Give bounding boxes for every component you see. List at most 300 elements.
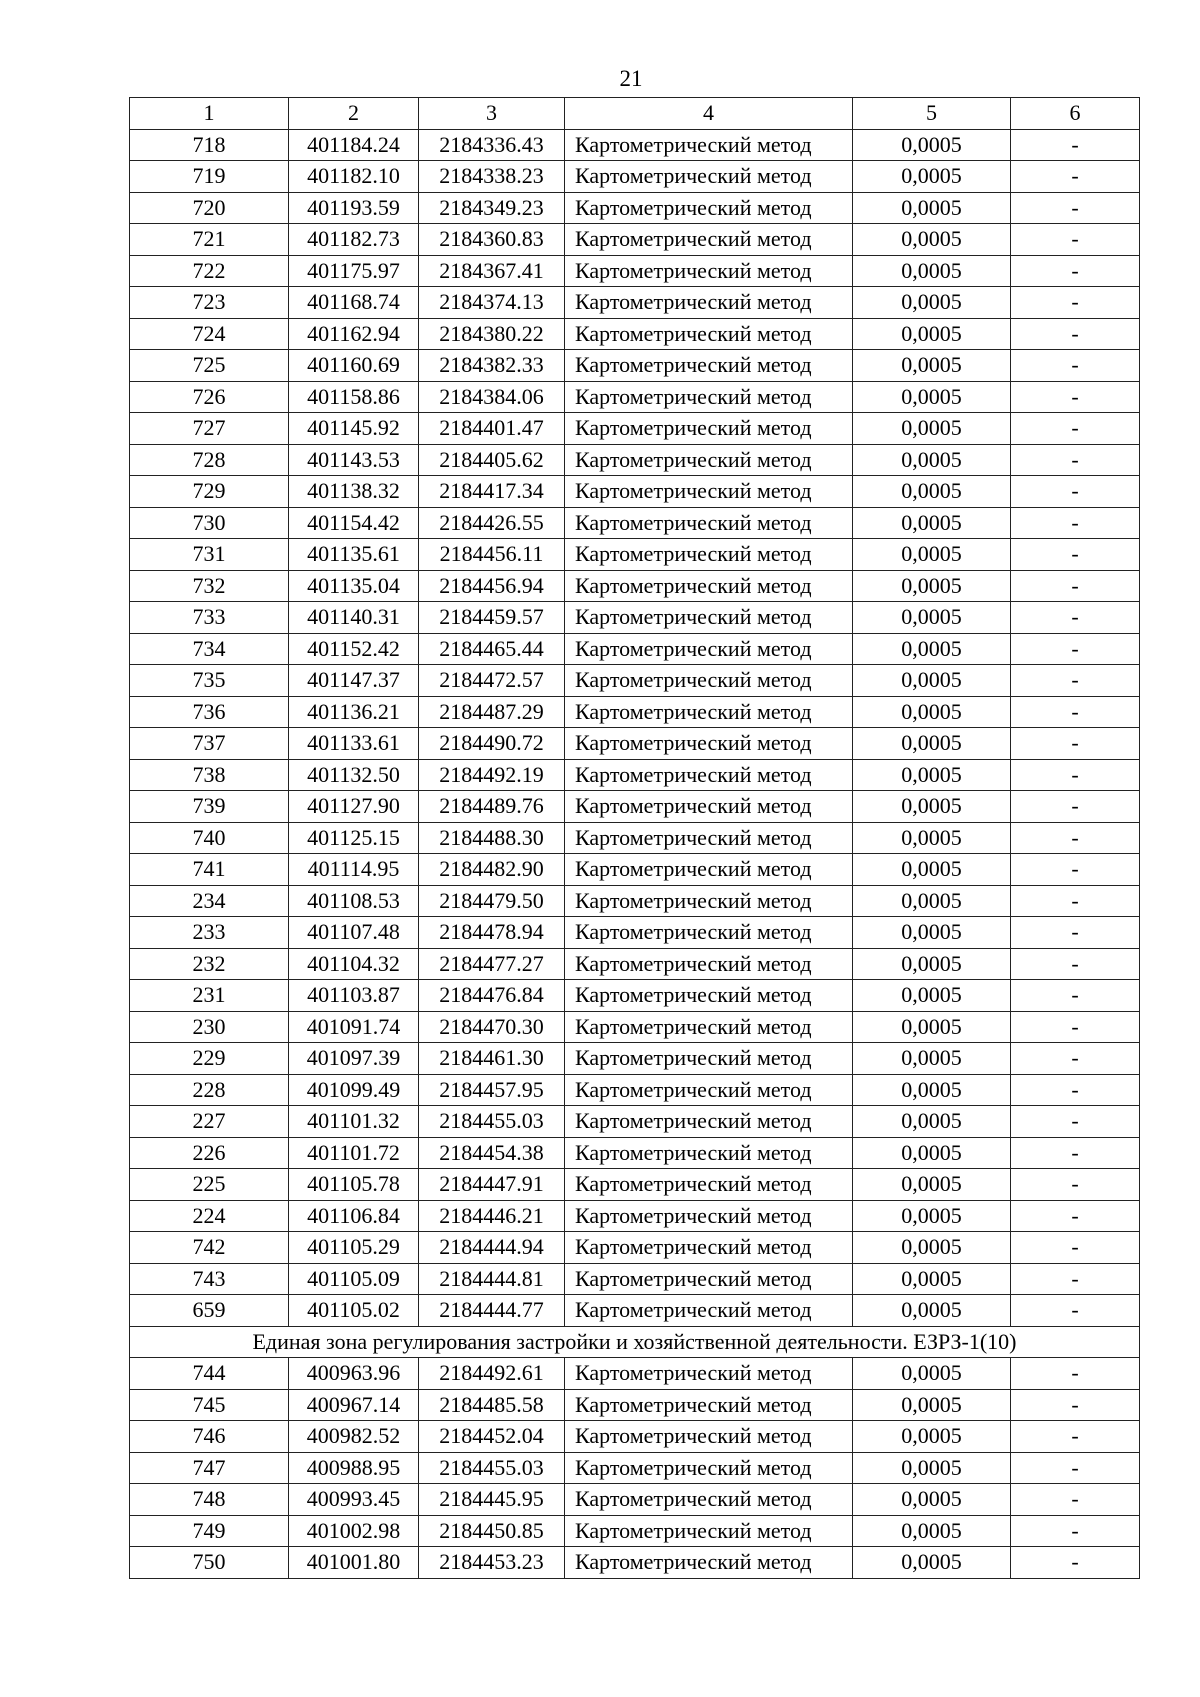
method-cell: Картометрический метод: [565, 602, 853, 634]
x-coordinate-cell: 401132.50: [289, 759, 419, 791]
table-row: [130, 1515, 1140, 1547]
note-cell: -: [1011, 759, 1140, 791]
point-number-cell: 721: [130, 224, 289, 256]
method-cell: Картометрический метод: [565, 224, 853, 256]
point-number-cell: 747: [130, 1452, 289, 1484]
y-coordinate-cell: 2184490.72: [419, 728, 565, 760]
table-row: [130, 1169, 1140, 1201]
note-cell: -: [1011, 1263, 1140, 1295]
y-coordinate-cell: 2184450.85: [419, 1515, 565, 1547]
table-row: [130, 665, 1140, 697]
accuracy-cell: 0,0005: [853, 948, 1011, 980]
accuracy-cell: 0,0005: [853, 1074, 1011, 1106]
y-coordinate-cell: 2184445.95: [419, 1484, 565, 1516]
point-number-cell: 742: [130, 1232, 289, 1264]
accuracy-cell: 0,0005: [853, 287, 1011, 319]
x-coordinate-cell: 401105.29: [289, 1232, 419, 1264]
y-coordinate-cell: 2184485.58: [419, 1389, 565, 1421]
table-row: [130, 1452, 1140, 1484]
table-row: [130, 1106, 1140, 1138]
x-coordinate-cell: 401103.87: [289, 980, 419, 1012]
accuracy-cell: 0,0005: [853, 129, 1011, 161]
x-coordinate-cell: 401143.53: [289, 444, 419, 476]
note-cell: -: [1011, 318, 1140, 350]
note-cell: -: [1011, 1484, 1140, 1516]
table-row: [130, 1263, 1140, 1295]
y-coordinate-cell: 2184477.27: [419, 948, 565, 980]
method-cell: Картометрический метод: [565, 476, 853, 508]
note-cell: -: [1011, 854, 1140, 886]
x-coordinate-cell: 401135.04: [289, 570, 419, 602]
method-cell: Картометрический метод: [565, 1389, 853, 1421]
y-coordinate-cell: 2184453.23: [419, 1547, 565, 1579]
note-cell: -: [1011, 413, 1140, 445]
method-cell: Картометрический метод: [565, 1200, 853, 1232]
x-coordinate-cell: 401105.78: [289, 1169, 419, 1201]
accuracy-cell: 0,0005: [853, 318, 1011, 350]
point-number-cell: 744: [130, 1358, 289, 1390]
note-cell: -: [1011, 1137, 1140, 1169]
method-cell: Картометрический метод: [565, 633, 853, 665]
coordinates-table: [129, 97, 1140, 1579]
x-coordinate-cell: 401107.48: [289, 917, 419, 949]
method-cell: Картометрический метод: [565, 192, 853, 224]
x-coordinate-cell: 401099.49: [289, 1074, 419, 1106]
x-coordinate-cell: 401184.24: [289, 129, 419, 161]
section-heading-row: [130, 1326, 1140, 1358]
accuracy-cell: 0,0005: [853, 255, 1011, 287]
x-coordinate-cell: 401001.80: [289, 1547, 419, 1579]
point-number-cell: 739: [130, 791, 289, 823]
x-coordinate-cell: 401145.92: [289, 413, 419, 445]
point-number-cell: 737: [130, 728, 289, 760]
y-coordinate-cell: 2184452.04: [419, 1421, 565, 1453]
accuracy-cell: 0,0005: [853, 1421, 1011, 1453]
point-number-cell: 230: [130, 1011, 289, 1043]
accuracy-cell: 0,0005: [853, 192, 1011, 224]
point-number-cell: 722: [130, 255, 289, 287]
table-row: [130, 1295, 1140, 1327]
y-coordinate-cell: 2184488.30: [419, 822, 565, 854]
point-number-cell: 732: [130, 570, 289, 602]
table-row: [130, 287, 1140, 319]
y-coordinate-cell: 2184382.33: [419, 350, 565, 382]
column-header: 5: [853, 98, 1011, 130]
y-coordinate-cell: 2184472.57: [419, 665, 565, 697]
method-cell: Картометрический метод: [565, 1484, 853, 1516]
y-coordinate-cell: 2184461.30: [419, 1043, 565, 1075]
note-cell: -: [1011, 791, 1140, 823]
x-coordinate-cell: 401175.97: [289, 255, 419, 287]
point-number-cell: 226: [130, 1137, 289, 1169]
point-number-cell: 727: [130, 413, 289, 445]
accuracy-cell: 0,0005: [853, 696, 1011, 728]
point-number-cell: 741: [130, 854, 289, 886]
method-cell: Картометрический метод: [565, 129, 853, 161]
x-coordinate-cell: 401160.69: [289, 350, 419, 382]
table-row: [130, 1137, 1140, 1169]
point-number-cell: 729: [130, 476, 289, 508]
y-coordinate-cell: 2184446.21: [419, 1200, 565, 1232]
table-row: [130, 1232, 1140, 1264]
table-header-row: [130, 98, 1140, 130]
method-cell: Картометрический метод: [565, 255, 853, 287]
x-coordinate-cell: 401152.42: [289, 633, 419, 665]
accuracy-cell: 0,0005: [853, 570, 1011, 602]
y-coordinate-cell: 2184478.94: [419, 917, 565, 949]
note-cell: -: [1011, 161, 1140, 193]
note-cell: -: [1011, 255, 1140, 287]
method-cell: Картометрический метод: [565, 1358, 853, 1390]
point-number-cell: 738: [130, 759, 289, 791]
x-coordinate-cell: 401133.61: [289, 728, 419, 760]
point-number-cell: 730: [130, 507, 289, 539]
x-coordinate-cell: 401101.72: [289, 1137, 419, 1169]
method-cell: Картометрический метод: [565, 444, 853, 476]
x-coordinate-cell: 400993.45: [289, 1484, 419, 1516]
y-coordinate-cell: 2184456.94: [419, 570, 565, 602]
accuracy-cell: 0,0005: [853, 507, 1011, 539]
method-cell: Картометрический метод: [565, 570, 853, 602]
method-cell: Картометрический метод: [565, 822, 853, 854]
table-row: [130, 948, 1140, 980]
accuracy-cell: 0,0005: [853, 602, 1011, 634]
method-cell: Картометрический метод: [565, 539, 853, 571]
accuracy-cell: 0,0005: [853, 413, 1011, 445]
point-number-cell: 719: [130, 161, 289, 193]
method-cell: Картометрический метод: [565, 854, 853, 886]
y-coordinate-cell: 2184384.06: [419, 381, 565, 413]
y-coordinate-cell: 2184447.91: [419, 1169, 565, 1201]
table-row: [130, 791, 1140, 823]
table-row: [130, 728, 1140, 760]
accuracy-cell: 0,0005: [853, 381, 1011, 413]
x-coordinate-cell: 401182.73: [289, 224, 419, 256]
point-number-cell: 748: [130, 1484, 289, 1516]
accuracy-cell: 0,0005: [853, 1137, 1011, 1169]
y-coordinate-cell: 2184476.84: [419, 980, 565, 1012]
x-coordinate-cell: 401162.94: [289, 318, 419, 350]
column-header: 4: [565, 98, 853, 130]
point-number-cell: 718: [130, 129, 289, 161]
note-cell: -: [1011, 885, 1140, 917]
method-cell: Картометрический метод: [565, 1106, 853, 1138]
method-cell: Картометрический метод: [565, 1295, 853, 1327]
table-row: [130, 1043, 1140, 1075]
y-coordinate-cell: 2184457.95: [419, 1074, 565, 1106]
x-coordinate-cell: 401168.74: [289, 287, 419, 319]
note-cell: -: [1011, 917, 1140, 949]
accuracy-cell: 0,0005: [853, 350, 1011, 382]
point-number-cell: 723: [130, 287, 289, 319]
table-row: [130, 161, 1140, 193]
y-coordinate-cell: 2184405.62: [419, 444, 565, 476]
y-coordinate-cell: 2184487.29: [419, 696, 565, 728]
note-cell: -: [1011, 224, 1140, 256]
note-cell: -: [1011, 1169, 1140, 1201]
note-cell: -: [1011, 1547, 1140, 1579]
accuracy-cell: 0,0005: [853, 161, 1011, 193]
method-cell: Картометрический метод: [565, 1043, 853, 1075]
table-row: [130, 224, 1140, 256]
method-cell: Картометрический метод: [565, 759, 853, 791]
note-cell: -: [1011, 1295, 1140, 1327]
method-cell: Картометрический метод: [565, 1515, 853, 1547]
y-coordinate-cell: 2184444.94: [419, 1232, 565, 1264]
note-cell: -: [1011, 1200, 1140, 1232]
x-coordinate-cell: 401101.32: [289, 1106, 419, 1138]
accuracy-cell: 0,0005: [853, 917, 1011, 949]
table-row: [130, 1358, 1140, 1390]
point-number-cell: 233: [130, 917, 289, 949]
accuracy-cell: 0,0005: [853, 1452, 1011, 1484]
table-row: [130, 413, 1140, 445]
table-row: [130, 570, 1140, 602]
y-coordinate-cell: 2184492.19: [419, 759, 565, 791]
x-coordinate-cell: 401106.84: [289, 1200, 419, 1232]
table-row: [130, 476, 1140, 508]
accuracy-cell: 0,0005: [853, 633, 1011, 665]
x-coordinate-cell: 401135.61: [289, 539, 419, 571]
note-cell: -: [1011, 1074, 1140, 1106]
table-row: [130, 129, 1140, 161]
y-coordinate-cell: 2184401.47: [419, 413, 565, 445]
y-coordinate-cell: 2184489.76: [419, 791, 565, 823]
x-coordinate-cell: 401158.86: [289, 381, 419, 413]
table-row: [130, 1011, 1140, 1043]
table-row: [130, 1421, 1140, 1453]
method-cell: Картометрический метод: [565, 1452, 853, 1484]
method-cell: Картометрический метод: [565, 1011, 853, 1043]
x-coordinate-cell: 400963.96: [289, 1358, 419, 1390]
note-cell: -: [1011, 539, 1140, 571]
table-row: [130, 759, 1140, 791]
x-coordinate-cell: 401193.59: [289, 192, 419, 224]
note-cell: -: [1011, 1043, 1140, 1075]
method-cell: Картометрический метод: [565, 1074, 853, 1106]
y-coordinate-cell: 2184459.57: [419, 602, 565, 634]
method-cell: Картометрический метод: [565, 728, 853, 760]
accuracy-cell: 0,0005: [853, 822, 1011, 854]
x-coordinate-cell: 400982.52: [289, 1421, 419, 1453]
method-cell: Картометрический метод: [565, 948, 853, 980]
point-number-cell: 725: [130, 350, 289, 382]
table-row: [130, 507, 1140, 539]
accuracy-cell: 0,0005: [853, 1263, 1011, 1295]
note-cell: -: [1011, 948, 1140, 980]
x-coordinate-cell: 401002.98: [289, 1515, 419, 1547]
point-number-cell: 228: [130, 1074, 289, 1106]
point-number-cell: 225: [130, 1169, 289, 1201]
point-number-cell: 746: [130, 1421, 289, 1453]
point-number-cell: 659: [130, 1295, 289, 1327]
point-number-cell: 724: [130, 318, 289, 350]
accuracy-cell: 0,0005: [853, 854, 1011, 886]
x-coordinate-cell: 401105.09: [289, 1263, 419, 1295]
y-coordinate-cell: 2184482.90: [419, 854, 565, 886]
table-row: [130, 1547, 1140, 1579]
x-coordinate-cell: 401114.95: [289, 854, 419, 886]
method-cell: Картометрический метод: [565, 507, 853, 539]
x-coordinate-cell: 401136.21: [289, 696, 419, 728]
accuracy-cell: 0,0005: [853, 1358, 1011, 1390]
note-cell: -: [1011, 476, 1140, 508]
x-coordinate-cell: 400967.14: [289, 1389, 419, 1421]
note-cell: -: [1011, 980, 1140, 1012]
y-coordinate-cell: 2184374.13: [419, 287, 565, 319]
table-row: [130, 1200, 1140, 1232]
table-row: [130, 1484, 1140, 1516]
point-number-cell: 734: [130, 633, 289, 665]
y-coordinate-cell: 2184479.50: [419, 885, 565, 917]
note-cell: -: [1011, 570, 1140, 602]
method-cell: Картометрический метод: [565, 1137, 853, 1169]
table-row: [130, 854, 1140, 886]
point-number-cell: 740: [130, 822, 289, 854]
column-header: 3: [419, 98, 565, 130]
table-row: [130, 602, 1140, 634]
method-cell: Картометрический метод: [565, 1547, 853, 1579]
accuracy-cell: 0,0005: [853, 1295, 1011, 1327]
point-number-cell: 731: [130, 539, 289, 571]
table-row: [130, 350, 1140, 382]
y-coordinate-cell: 2184360.83: [419, 224, 565, 256]
y-coordinate-cell: 2184454.38: [419, 1137, 565, 1169]
note-cell: -: [1011, 1515, 1140, 1547]
y-coordinate-cell: 2184338.23: [419, 161, 565, 193]
accuracy-cell: 0,0005: [853, 444, 1011, 476]
table-row: [130, 381, 1140, 413]
accuracy-cell: 0,0005: [853, 224, 1011, 256]
table-row: [130, 917, 1140, 949]
accuracy-cell: 0,0005: [853, 980, 1011, 1012]
point-number-cell: 735: [130, 665, 289, 697]
y-coordinate-cell: 2184336.43: [419, 129, 565, 161]
method-cell: Картометрический метод: [565, 980, 853, 1012]
y-coordinate-cell: 2184455.03: [419, 1452, 565, 1484]
method-cell: Картометрический метод: [565, 885, 853, 917]
y-coordinate-cell: 2184465.44: [419, 633, 565, 665]
method-cell: Картометрический метод: [565, 696, 853, 728]
note-cell: -: [1011, 350, 1140, 382]
point-number-cell: 743: [130, 1263, 289, 1295]
table-row: [130, 318, 1140, 350]
y-coordinate-cell: 2184492.61: [419, 1358, 565, 1390]
table-row: [130, 1389, 1140, 1421]
note-cell: -: [1011, 381, 1140, 413]
y-coordinate-cell: 2184455.03: [419, 1106, 565, 1138]
x-coordinate-cell: 400988.95: [289, 1452, 419, 1484]
x-coordinate-cell: 401182.10: [289, 161, 419, 193]
note-cell: -: [1011, 287, 1140, 319]
note-cell: -: [1011, 696, 1140, 728]
x-coordinate-cell: 401147.37: [289, 665, 419, 697]
x-coordinate-cell: 401105.02: [289, 1295, 419, 1327]
table-body: [130, 129, 1140, 1578]
table-row: [130, 255, 1140, 287]
point-number-cell: 229: [130, 1043, 289, 1075]
point-number-cell: 231: [130, 980, 289, 1012]
table-row: [130, 444, 1140, 476]
x-coordinate-cell: 401104.32: [289, 948, 419, 980]
accuracy-cell: 0,0005: [853, 476, 1011, 508]
y-coordinate-cell: 2184456.11: [419, 539, 565, 571]
table-row: [130, 1074, 1140, 1106]
table-row: [130, 539, 1140, 571]
note-cell: -: [1011, 822, 1140, 854]
note-cell: -: [1011, 1232, 1140, 1264]
note-cell: -: [1011, 728, 1140, 760]
point-number-cell: 232: [130, 948, 289, 980]
method-cell: Картометрический метод: [565, 791, 853, 823]
method-cell: Картометрический метод: [565, 1421, 853, 1453]
point-number-cell: 227: [130, 1106, 289, 1138]
method-cell: Картометрический метод: [565, 287, 853, 319]
accuracy-cell: 0,0005: [853, 1011, 1011, 1043]
y-coordinate-cell: 2184426.55: [419, 507, 565, 539]
point-number-cell: 224: [130, 1200, 289, 1232]
note-cell: -: [1011, 1106, 1140, 1138]
x-coordinate-cell: 401138.32: [289, 476, 419, 508]
note-cell: -: [1011, 507, 1140, 539]
column-header: 2: [289, 98, 419, 130]
y-coordinate-cell: 2184470.30: [419, 1011, 565, 1043]
point-number-cell: 733: [130, 602, 289, 634]
accuracy-cell: 0,0005: [853, 1106, 1011, 1138]
note-cell: -: [1011, 129, 1140, 161]
x-coordinate-cell: 401154.42: [289, 507, 419, 539]
note-cell: -: [1011, 1389, 1140, 1421]
x-coordinate-cell: 401097.39: [289, 1043, 419, 1075]
note-cell: -: [1011, 1421, 1140, 1453]
method-cell: Картометрический метод: [565, 1263, 853, 1295]
accuracy-cell: 0,0005: [853, 728, 1011, 760]
table-row: [130, 980, 1140, 1012]
y-coordinate-cell: 2184444.81: [419, 1263, 565, 1295]
method-cell: Картометрический метод: [565, 161, 853, 193]
accuracy-cell: 0,0005: [853, 1547, 1011, 1579]
accuracy-cell: 0,0005: [853, 665, 1011, 697]
y-coordinate-cell: 2184367.41: [419, 255, 565, 287]
method-cell: Картометрический метод: [565, 917, 853, 949]
note-cell: -: [1011, 665, 1140, 697]
method-cell: Картометрический метод: [565, 665, 853, 697]
point-number-cell: 234: [130, 885, 289, 917]
accuracy-cell: 0,0005: [853, 1232, 1011, 1264]
section-heading: Единая зона регулирования застройки и хозяйственной деятельности. ЕЗРЗ-1(10): [130, 1326, 1140, 1358]
column-header: 1: [130, 98, 289, 130]
accuracy-cell: 0,0005: [853, 1515, 1011, 1547]
note-cell: -: [1011, 444, 1140, 476]
note-cell: -: [1011, 1452, 1140, 1484]
y-coordinate-cell: 2184444.77: [419, 1295, 565, 1327]
table-row: [130, 696, 1140, 728]
table-row: [130, 192, 1140, 224]
x-coordinate-cell: 401125.15: [289, 822, 419, 854]
accuracy-cell: 0,0005: [853, 759, 1011, 791]
point-number-cell: 726: [130, 381, 289, 413]
note-cell: -: [1011, 633, 1140, 665]
x-coordinate-cell: 401140.31: [289, 602, 419, 634]
column-header: 6: [1011, 98, 1140, 130]
y-coordinate-cell: 2184380.22: [419, 318, 565, 350]
x-coordinate-cell: 401091.74: [289, 1011, 419, 1043]
accuracy-cell: 0,0005: [853, 1389, 1011, 1421]
point-number-cell: 736: [130, 696, 289, 728]
y-coordinate-cell: 2184349.23: [419, 192, 565, 224]
method-cell: Картометрический метод: [565, 413, 853, 445]
accuracy-cell: 0,0005: [853, 1200, 1011, 1232]
